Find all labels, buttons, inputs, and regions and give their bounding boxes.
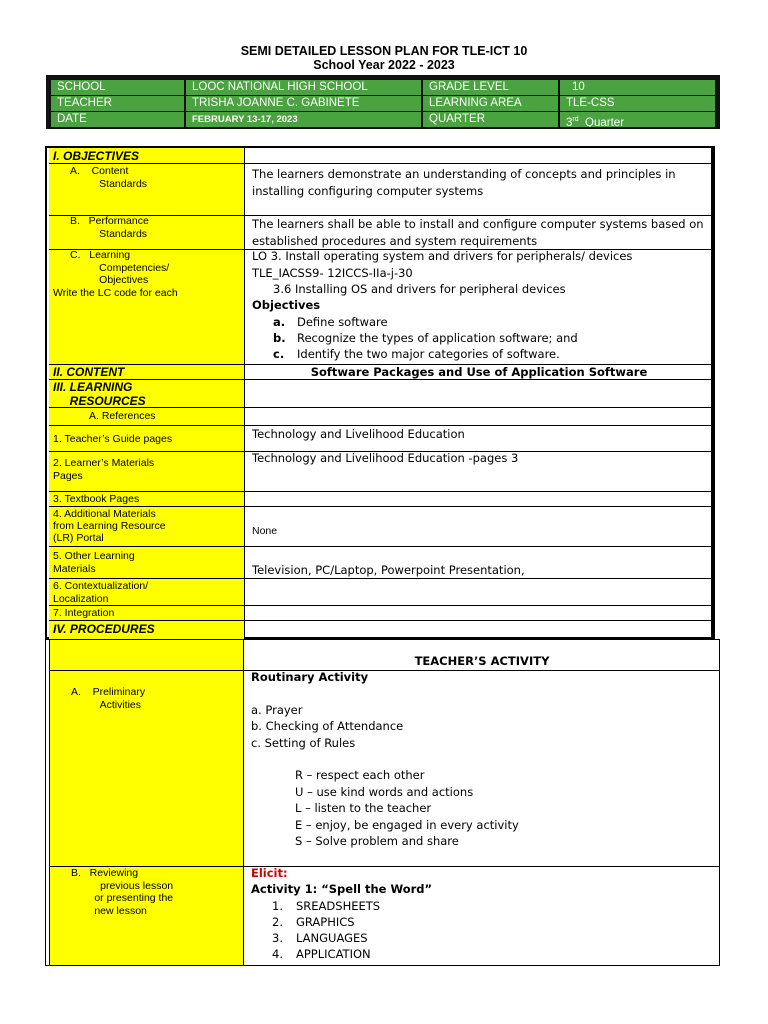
competencies-cell <box>49 250 244 365</box>
content-header-cell <box>49 365 244 380</box>
quarter-label: QUARTER <box>423 112 558 127</box>
preliminary-cell <box>49 670 244 867</box>
objective-text: Identify the two major categories of software. <box>297 347 560 361</box>
preliminary-label: A. Preliminary Activities <box>71 686 146 711</box>
rule-item: E – enjoy, be engaged in every activity <box>295 818 519 832</box>
activity-title: Activity 1: “Spell the Word” <box>251 882 433 896</box>
learners-materials-label: 2. Learner’s Materials Pages <box>53 457 155 482</box>
textbook-blank <box>244 492 712 507</box>
quarter-number: 3 <box>566 116 573 127</box>
word-text: LANGUAGES <box>296 931 368 945</box>
lc-text: LO 3. Install operating system and drivers for peripherals/ devices TLE_IACSS9- 12ICCS-IIa-j-30 <box>252 249 633 280</box>
word-item <box>272 930 713 947</box>
objectives-header-cell <box>49 148 244 164</box>
rule-item: L – listen to the teacher <box>295 801 432 815</box>
info-table <box>46 75 720 129</box>
content-text-cell <box>244 365 712 380</box>
lr-portal-text: None <box>252 525 278 537</box>
school-value: LOOC NATIONAL HIGH SCHOOL <box>186 80 421 95</box>
date-value: FEBRUARY 13-17, 2023 <box>186 112 421 127</box>
word-item <box>272 898 713 915</box>
objective-text: Recognize the types of application software; and <box>297 331 578 345</box>
word-item <box>272 914 713 931</box>
objective-letter: a. <box>273 315 286 329</box>
integration-blank <box>244 606 712 621</box>
quarter-suffix: rd <box>572 116 579 123</box>
info-row-date <box>51 112 715 127</box>
rule-item: R – respect each other <box>295 768 425 782</box>
word-text: SREADSHEETS <box>296 899 381 913</box>
content-standards-text-cell <box>244 164 712 216</box>
grade-value: 10 <box>560 80 715 95</box>
contextualization-label: 6. Contextualization/ Localization <box>53 580 149 605</box>
competencies-label: C. Learning Competencies/ Objectives <box>70 249 170 286</box>
info-row-teacher <box>51 96 715 111</box>
word-item <box>272 946 713 963</box>
school-year: School Year 2022 - 2023 <box>313 58 455 72</box>
word-number: 3. <box>272 931 283 945</box>
rule-item: S – Solve problem and share <box>295 834 459 848</box>
learners-materials-text-cell <box>244 452 712 492</box>
routine-item: c. Setting of Rules <box>251 736 356 750</box>
contextualization-blank <box>244 579 712 606</box>
teacher-activity-heading: TEACHER’S ACTIVITY <box>414 654 550 668</box>
teachers-guide-text: Technology and Livelihood Education <box>252 427 465 441</box>
word-number: 1. <box>272 899 283 913</box>
contextualization-cell <box>49 579 244 606</box>
resources-header-blank <box>244 380 712 408</box>
word-number: 4. <box>272 947 283 961</box>
word-text: APPLICATION <box>296 947 371 961</box>
resources-heading: III. LEARNING RESOURCES <box>53 380 146 408</box>
objective-letter: b. <box>273 331 286 345</box>
procedures-header-cell <box>49 621 244 639</box>
quarter-value <box>560 112 715 127</box>
learners-materials-text: Technology and Livelihood Education -pages 3 <box>252 451 519 465</box>
objective-letter: c. <box>273 347 285 361</box>
area-label: LEARNING AREA <box>423 96 558 111</box>
teachers-guide-label: 1. Teacher’s Guide pages <box>53 433 173 445</box>
area-value: TLE-CSS <box>560 96 715 111</box>
references-label: A. References <box>89 410 156 422</box>
info-row-school <box>51 80 715 95</box>
performance-standards-text: The learners shall be able to install and configure computer systems based on established procedures and system requirements <box>252 217 704 248</box>
objectives-heading: I. OBJECTIVES <box>53 149 140 163</box>
integration-label: 7. Integration <box>53 607 115 619</box>
performance-standards-text-cell <box>244 216 712 250</box>
procedures-header-blank <box>244 621 712 639</box>
objective-item-c <box>273 346 706 363</box>
references-cell <box>49 408 244 426</box>
other-materials-label: 5. Other Learning Materials <box>53 550 135 575</box>
date-label: DATE <box>51 112 184 127</box>
teacher-activity-header-cell <box>243 639 720 671</box>
word-text: GRAPHICS <box>296 915 355 929</box>
other-materials-text-cell <box>244 547 712 579</box>
objective-text: Define software <box>297 315 388 329</box>
grade-label: GRADE LEVEL <box>423 80 558 95</box>
reviewing-label: B. Reviewing previous lesson or presenting the new lesson <box>71 867 174 917</box>
lr-portal-text-cell <box>244 507 712 547</box>
content-standards-cell <box>49 164 244 216</box>
procedures-section <box>45 639 720 966</box>
content-heading: II. CONTENT <box>53 365 125 379</box>
routine-item: b. Checking of Attendance <box>251 719 404 733</box>
elicit-label: Elicit: <box>251 866 288 880</box>
objective-item-b <box>273 330 706 347</box>
teacher-label: TEACHER <box>51 96 184 111</box>
lc-code-note: Write the LC code for each <box>53 287 178 299</box>
word-number: 2. <box>272 915 283 929</box>
competencies-text-cell <box>244 250 712 365</box>
objectives-subheading: Objectives <box>252 298 321 312</box>
performance-standards-label: B. Performance Standards <box>70 215 149 240</box>
content-text: Software Packages and Use of Application Software <box>310 365 648 379</box>
performance-standards-cell <box>49 216 244 250</box>
other-materials-text: Television, PC/Laptop, Powerpoint Presentation, <box>252 563 525 577</box>
learners-materials-cell <box>49 452 244 492</box>
rule-item: U – use kind words and actions <box>295 785 474 799</box>
routinary-heading: Routinary Activity <box>251 670 369 684</box>
objectives-header-blank <box>244 148 712 164</box>
preliminary-text-cell <box>243 670 720 867</box>
other-materials-cell <box>49 547 244 579</box>
resources-header-cell <box>49 380 244 408</box>
quarter-word: Quarter <box>585 116 625 127</box>
teachers-guide-text-cell <box>244 426 712 452</box>
reviewing-cell <box>49 866 244 966</box>
references-blank <box>244 408 712 426</box>
lr-portal-label: 4. Additional Materials from Learning Resource (LR) Portal <box>53 508 166 545</box>
school-label: SCHOOL <box>51 80 184 95</box>
lesson-plan-table <box>45 146 720 966</box>
document-title: SEMI DETAILED LESSON PLAN FOR TLE-ICT 10 <box>240 44 528 58</box>
routine-item: a. Prayer <box>251 703 303 717</box>
integration-cell <box>49 606 244 621</box>
textbook-label: 3. Textbook Pages <box>53 493 140 505</box>
lc-sub: 3.6 Installing OS and drivers for peripheral devices <box>273 282 566 296</box>
objective-item-a <box>273 314 706 331</box>
content-standards-text: The learners demonstrate an understanding of concepts and principles in installing configuring computer systems <box>252 167 676 198</box>
procedures-heading: IV. PROCEDURES <box>53 622 155 636</box>
reviewing-text-cell <box>243 866 720 966</box>
teacher-value: TRISHA JOANNE C. GABINETE <box>186 96 421 111</box>
teachers-guide-cell <box>49 426 244 452</box>
lr-portal-cell <box>49 507 244 547</box>
textbook-cell <box>49 492 244 507</box>
content-standards-label: A. Content Standards <box>70 165 148 190</box>
